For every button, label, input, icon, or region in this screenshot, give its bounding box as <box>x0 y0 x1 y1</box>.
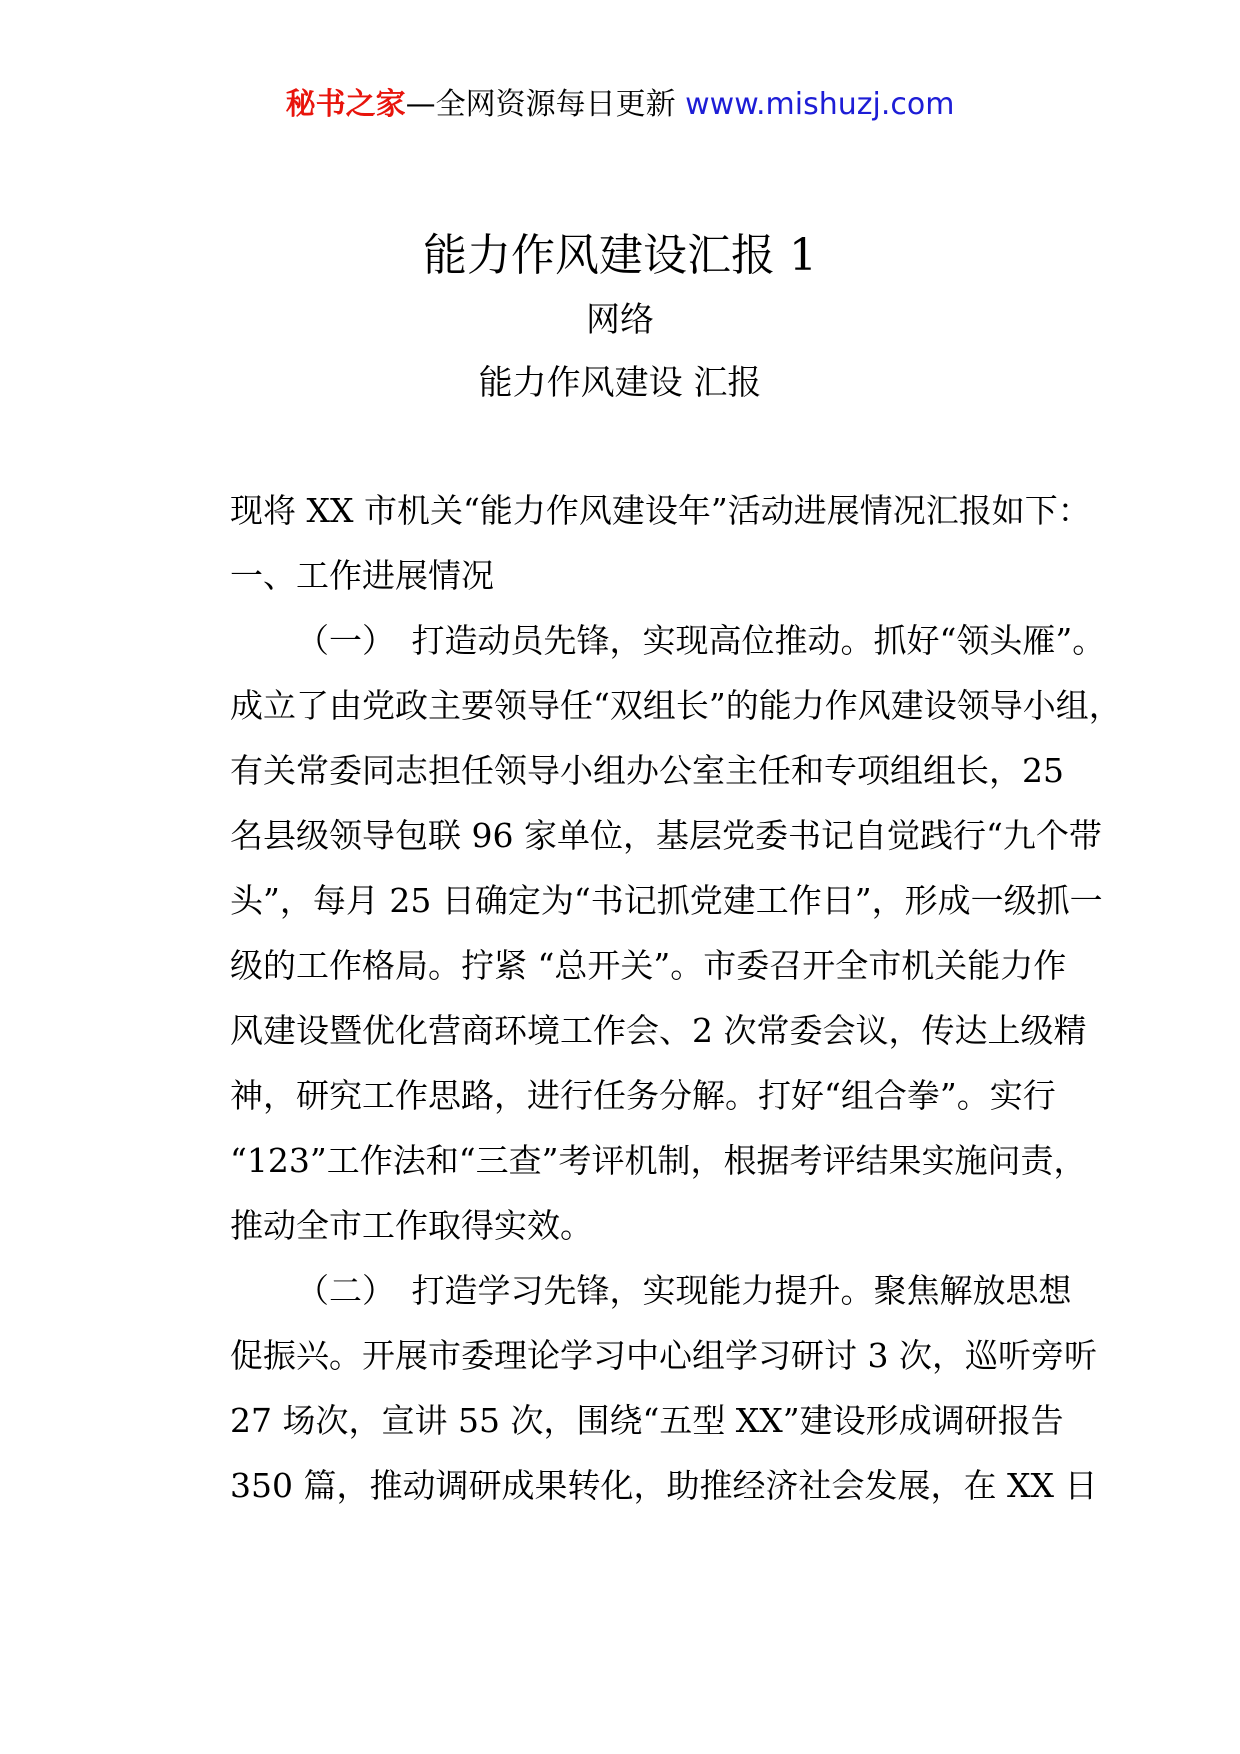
body-line: 名县级领导包联 96 家单位，基层党委书记自觉践行“九个带 <box>230 816 1102 855</box>
header-tagline: —全网资源每日更新 <box>405 87 686 122</box>
document-title: 能力作风建设汇报 1 <box>423 230 817 281</box>
brand-name: 秘书之家 <box>285 87 406 122</box>
paragraph-start: （一） 打造动员先锋，实现高位推动。抓好“领头雁”。 <box>296 621 1106 660</box>
body-line: 27 场次，宣讲 55 次，围绕“五型 XX”建设形成调研报告 <box>230 1401 1064 1440</box>
body-line: 有关常委同志担任领导小组办公室主任和专项组组长，25 <box>230 751 1064 790</box>
body-line: 级的工作格局。拧紧 “总开关”。市委召开全市机关能力作 <box>230 946 1067 985</box>
document-body <box>230 478 1130 1518</box>
body-line: 促振兴。开展市委理论学习中心组学习研讨 3 次，巡听旁听 <box>230 1336 1097 1375</box>
body-line: 头”，每月 25 日确定为“书记抓党建工作日”，形成一级抓一 <box>230 881 1103 920</box>
site-header <box>0 80 1240 130</box>
body-line: 神，研究工作思路，进行任务分解。打好“组合拳”。实行 <box>230 1076 1056 1115</box>
section-heading: 一、工作进展情况 <box>230 556 494 595</box>
body-line: 350 篇，推动调研成果转化，助推经济社会发展，在 XX 日 <box>230 1466 1098 1505</box>
document-source: 网络 <box>586 300 654 340</box>
document-subtitle: 能力作风建设 汇报 <box>478 363 762 403</box>
body-line: 推动全市工作取得实效。 <box>230 1206 593 1245</box>
body-line: 成立了由党政主要领导任“双组长”的能力作风建设领导小组， <box>230 686 1122 725</box>
site-url-link[interactable]: www.mishuzj.com <box>685 87 955 122</box>
body-line: 风建设暨优化营商环境工作会、2 次常委会议，传达上级精 <box>230 1011 1087 1050</box>
body-line: 现将 XX 市机关“能力作风建设年”活动进展情况汇报如下： <box>230 491 1091 530</box>
body-line: “123”工作法和“三查”考评机制，根据考评结果实施问责， <box>230 1141 1087 1180</box>
paragraph-start: （二） 打造学习先锋，实现能力提升。聚焦解放思想 <box>296 1271 1072 1310</box>
